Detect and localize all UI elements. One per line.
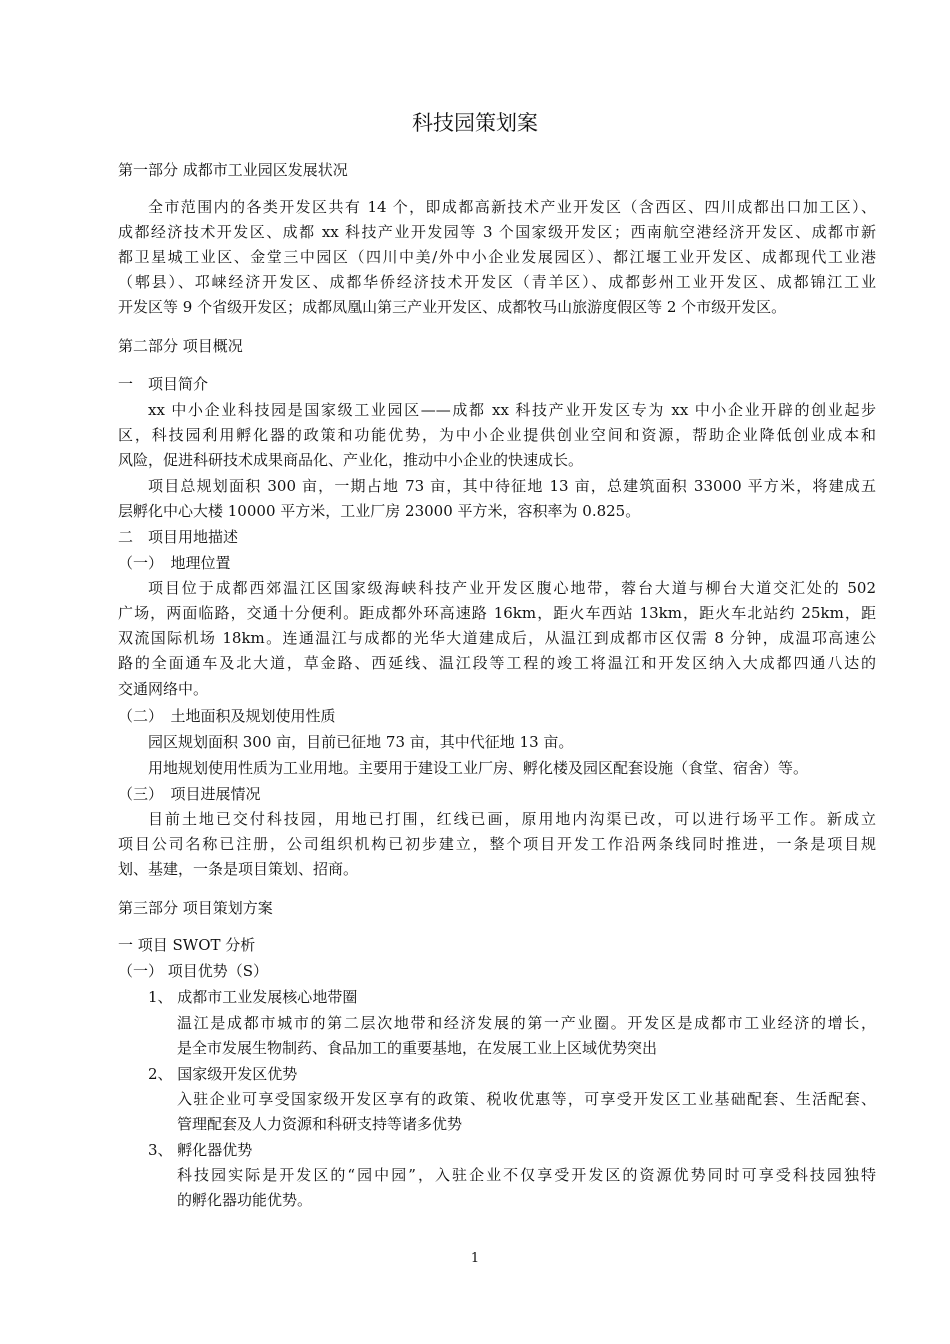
paragraph-line: 路的全面通车及北大道，草金路、西延线、温江段等工程的竣工将温江和开发区纳入大成都四通八达的 [118,654,876,672]
paragraph-line: 是全市发展生物制药、食品加工的重要基地，在发展工业上区域优势突出 [177,1039,658,1057]
section-heading-3: 第三部分 项目策划方案 [118,899,273,917]
paragraph-line: 交通网络中。 [118,680,209,698]
paragraph-line: 科技园实际是开发区的“园中园”，入驻企业不仅享受开发区的资源优势同时可享受科技园独特 [177,1166,876,1184]
list-item-heading: 1、 成都市工业发展核心地带圈 [148,988,358,1006]
paragraph-line: 层孵化中心大楼 10000 平方米，工业厂房 23000 平方米，容积率为 0.825。 [118,502,641,520]
paragraph-line: 用地规划使用性质为工业用地。主要用于建设工业厂房、孵化楼及园区配套设施（食堂、宿舍）等。 [148,759,809,777]
section-heading-2: 第二部分 项目概况 [118,337,243,355]
list-item-heading: 2、 国家级开发区优势 [148,1065,298,1083]
paragraph-line: 广场，两面临路，交通十分便利。距成都外环高速路 16km，距火车西站 13km，距火车北站约 25km，距 [118,604,876,622]
paragraph-line: （郫县）、邛崃经济开发区、成都华侨经济技术开发区（青羊区）、成都彭州工业开发区、成都锦江工业 [118,273,876,291]
paragraph-line: 划、基建，一条是项目策划、招商。 [118,860,359,878]
paragraph-line: 区，科技园利用孵化器的政策和功能优势，为中小企业提供创业空间和资源，帮助企业降低创业成本和 [118,426,876,444]
subsection-heading: （二） 土地面积及规划使用性质 [118,707,336,725]
paragraph-line: 项目位于成都西郊温江区国家级海峡科技产业开发区腹心地带，蓉台大道与柳台大道交汇处的 502 [148,579,876,597]
page-number: 1 [470,1251,480,1266]
paragraph-line: 双流国际机场 18km。连通温江与成都的光华大道建成后，从温江到成都市区仅需 8 分钟，成温邛高速公 [118,629,876,647]
paragraph-line: 全市范围内的各类开发区共有 14 个，即成都高新技术产业开发区（含西区、四川成都出口加工区）、 [148,198,876,216]
paragraph-line: 的孵化器功能优势。 [177,1191,313,1209]
list-item-heading: 3、 孵化器优势 [148,1141,253,1159]
document-title: 科技园策划案 [412,111,538,135]
paragraph-line: 项目总规划面积 300 亩，一期占地 73 亩，其中待征地 13 亩，总建筑面积 33000 平方米，将建成五 [148,477,876,495]
subsection-heading: （三） 项目进展情况 [118,785,261,803]
paragraph-line: 项目公司名称已注册，公司组织机构已初步建立，整个项目开发工作沿两条线同时推进，一条是项目规 [118,835,876,853]
paragraph-line: 目前土地已交付科技园，用地已打围，红线已画，原用地内沟渠已改，可以进行场平工作。新成立 [148,810,876,828]
subsection-heading: 一 项目简介 [118,375,209,393]
subsection-heading: （一） 地理位置 [118,554,231,572]
subsection-heading: 一 项目 SWOT 分析 [118,936,256,954]
subsection-heading: （一） 项目优势（S） [118,962,269,980]
paragraph-line: 开发区等 9 个省级开发区；成都凤凰山第三产业开发区、成都牧马山旅游度假区等 2 个市级开发区。 [118,298,787,316]
subsection-heading: 二 项目用地描述 [118,528,239,546]
section-heading-1: 第一部分 成都市工业园区发展状况 [118,161,348,179]
paragraph-line: 温江是成都市城市的第二层次地带和经济发展的第一产业圈。开发区是成都市工业经济的增长， [177,1014,876,1032]
paragraph-line: 园区规划面积 300 亩，目前已征地 73 亩，其中代征地 13 亩。 [148,733,574,751]
paragraph-line: 管理配套及人力资源和科研支持等诸多优势 [177,1115,463,1133]
paragraph-line: 都卫星城工业区、金堂三中园区（四川中美/外中小企业发展园区）、都江堰工业开发区、成都现代工业港 [118,248,876,266]
paragraph-line: 成都经济技术开发区、成都 xx 科技产业开发园等 3 个国家级开发区；西南航空港经济开发区、成都市新 [118,223,876,241]
paragraph-line: 入驻企业可享受国家级开发区享有的政策、税收优惠等，可享受开发区工业基础配套、生活配套、 [177,1090,876,1108]
paragraph-line: 风险，促进科研技术成果商品化、产业化，推动中小企业的快速成长。 [118,451,584,469]
paragraph-line: xx 中小企业科技园是国家级工业园区——成都 xx 科技产业开发区专为 xx 中小企业开辟的创业起步 [148,401,876,419]
